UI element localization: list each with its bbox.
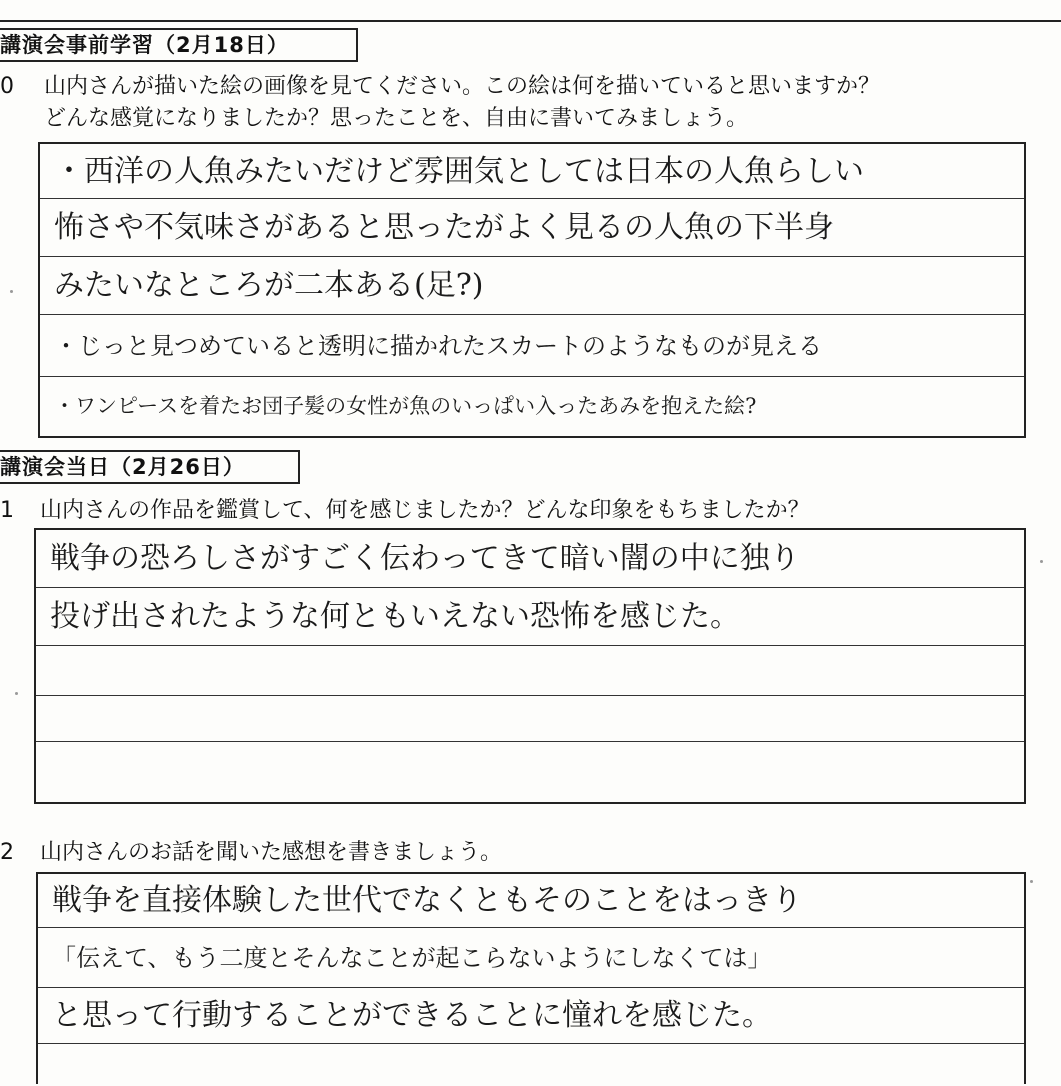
q2-number: 2 bbox=[0, 840, 14, 865]
q2-answer-line: 「伝えて、もう二度とそんなことが起こらないようにしなくては」 bbox=[38, 928, 1024, 988]
scan-speck bbox=[1030, 880, 1033, 883]
q1-answer-line bbox=[36, 696, 1024, 742]
q0-answer-line: ・西洋の人魚みたいだけど雰囲気としては日本の人魚らしい bbox=[40, 144, 1024, 199]
q1-number: 1 bbox=[0, 498, 14, 523]
q2-answer-line: と思って行動することができることに憧れを感じた。 bbox=[38, 988, 1024, 1044]
q2-answer-box bbox=[36, 872, 1026, 1084]
q1-answer-box bbox=[34, 528, 1026, 804]
scan-speck bbox=[10, 290, 13, 293]
q0-answer-line: みたいなところが二本ある(足?) bbox=[40, 257, 1024, 315]
q0-text-line1: 山内さんが描いた絵の画像を見てください。この絵は何を描いていると思いますか？ bbox=[44, 74, 881, 99]
q1-text: 山内さんの作品を鑑賞して、何を感じましたか？どんな印象をもちましたか？ bbox=[40, 498, 810, 523]
scan-speck bbox=[15, 692, 18, 695]
q1-answer-line: 投げ出されたような何ともいえない恐怖を感じた。 bbox=[36, 588, 1024, 646]
scan-speck bbox=[1040, 560, 1043, 563]
top-rule bbox=[0, 20, 1061, 22]
q1-answer-line: 戦争の恐ろしさがすごく伝わってきて暗い闇の中に独り bbox=[36, 530, 1024, 588]
q0-answer-line: ・じっと見つめていると透明に描かれたスカートのようなものが見える bbox=[40, 315, 1024, 377]
q1-answer-line bbox=[36, 646, 1024, 696]
q0-answer-line: 怖さや不気味さがあると思ったがよく見るの人魚の下半身 bbox=[40, 199, 1024, 257]
q2-text: 山内さんのお話を聞いた感想を書きましょう。 bbox=[40, 840, 503, 865]
section1-heading: 講演会事前学習（2月18日） bbox=[0, 28, 358, 62]
q2-answer-line: 戦争を直接体験した世代でなくともそのことをはっきり bbox=[38, 874, 1024, 928]
q1-answer-line bbox=[36, 742, 1024, 802]
section2-heading: 講演会当日（2月26日） bbox=[0, 450, 300, 484]
q0-text-line2: どんな感覚になりましたか？思ったことを、自由に書いてみましょう。 bbox=[44, 106, 749, 131]
q0-number: 0 bbox=[0, 74, 14, 99]
q0-answer-box bbox=[38, 142, 1026, 438]
q0-answer-line: ・ワンピースを着たお団子髪の女性が魚のいっぱい入ったあみを抱えた絵? bbox=[54, 394, 757, 418]
